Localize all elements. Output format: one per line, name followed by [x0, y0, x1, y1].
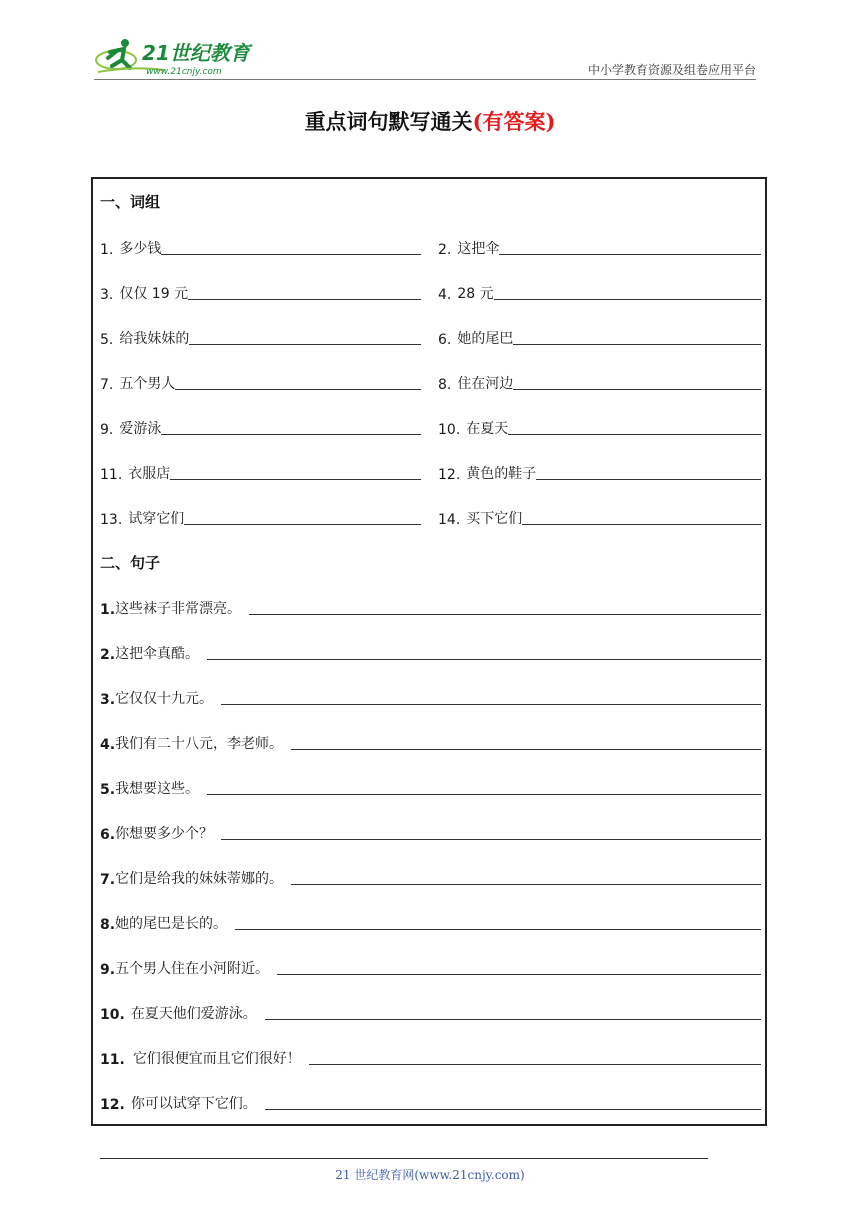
- answer-line[interactable]: [536, 479, 761, 480]
- phrase-text: 28 元: [457, 286, 494, 302]
- header-divider: [94, 79, 756, 80]
- sentence-row: [100, 686, 761, 708]
- sentence-row: [100, 1091, 761, 1113]
- answer-line[interactable]: [499, 254, 761, 255]
- phrase-text: 仅仅 19 元: [119, 286, 189, 302]
- footer-link[interactable]: 21 世纪教育网(www.21cnjy.com): [335, 1168, 525, 1182]
- answer-line[interactable]: [508, 434, 761, 435]
- phrase-row: [438, 281, 761, 303]
- answer-line[interactable]: [277, 974, 761, 975]
- title-main: 重点词句默写通关: [304, 109, 473, 134]
- item-number: 8.: [100, 917, 116, 933]
- item-number: 2.: [438, 242, 452, 258]
- item-number: 6.: [438, 332, 452, 348]
- item-number: 11.: [100, 467, 123, 483]
- phrase-text: 在夏天: [466, 421, 509, 437]
- sentence-text: 你想要多少个？: [115, 826, 214, 842]
- item-number: 1.: [100, 242, 114, 258]
- phrase-row: [100, 326, 421, 348]
- phrase-row: [100, 506, 421, 528]
- item-number: 1.: [100, 602, 116, 618]
- phrase-row: [438, 371, 761, 393]
- item-number: 13.: [100, 512, 123, 528]
- sentence-text: 她的尾巴是长的。: [115, 916, 228, 932]
- phrase-row: [100, 461, 421, 483]
- sentence-text: 在夏天他们爱游泳。: [130, 1006, 257, 1022]
- sentence-row: [100, 1001, 761, 1023]
- answer-line[interactable]: [175, 389, 421, 390]
- sentence-row: [100, 731, 761, 753]
- sentence-text: 这把伞真酷。: [115, 646, 200, 662]
- sentence-row: [100, 641, 761, 663]
- answer-line[interactable]: [265, 1109, 761, 1110]
- answer-line[interactable]: [188, 299, 421, 300]
- answer-line[interactable]: [291, 749, 761, 750]
- item-number: 12.: [100, 1097, 125, 1113]
- runner-logo-icon: [94, 36, 264, 78]
- answer-line[interactable]: [235, 929, 761, 930]
- item-number: 9.: [100, 422, 114, 438]
- platform-name: 中小学教育资源及组卷应用平台: [587, 63, 756, 77]
- phrase-row: [100, 371, 421, 393]
- title-answer-tag: (有答案): [472, 109, 556, 134]
- phrase-text: 这把伞: [457, 241, 500, 257]
- sentence-row: [100, 911, 761, 933]
- item-number: 3.: [100, 287, 114, 303]
- sentence-text: 你可以试穿下它们。: [130, 1096, 257, 1112]
- sentence-row: [100, 776, 761, 798]
- phrase-row: [438, 236, 761, 258]
- phrase-text: 买下它们: [466, 511, 523, 527]
- answer-line[interactable]: [184, 524, 421, 525]
- sentence-text: 我想要这些。: [115, 781, 200, 797]
- phrase-text: 她的尾巴: [457, 331, 514, 347]
- sentence-text: 它仅仅十九元。: [115, 691, 214, 707]
- answer-line[interactable]: [221, 704, 761, 705]
- logo-text: 21世纪教育: [142, 41, 250, 65]
- item-number: 5.: [100, 332, 114, 348]
- phrase-row: [438, 416, 761, 438]
- answer-line[interactable]: [249, 614, 761, 615]
- phrase-text: 衣服店: [128, 466, 171, 482]
- phrase-row: [438, 506, 761, 528]
- phrase-text: 试穿它们: [128, 511, 185, 527]
- answer-line[interactable]: [207, 794, 761, 795]
- sentence-text: 五个男人住在小河附近。: [115, 961, 270, 977]
- item-number: 9.: [100, 962, 116, 978]
- phrase-row: [438, 326, 761, 348]
- phrase-text: 多少钱: [119, 241, 162, 257]
- answer-line[interactable]: [189, 344, 421, 345]
- item-number: 12.: [438, 467, 461, 483]
- item-number: 6.: [100, 827, 116, 843]
- item-number: 7.: [100, 872, 116, 888]
- sentence-row: [100, 1046, 761, 1068]
- site-logo: [94, 36, 264, 78]
- answer-line[interactable]: [161, 434, 421, 435]
- item-number: 10.: [100, 1007, 125, 1023]
- item-number: 4.: [100, 737, 116, 753]
- item-number: 8.: [438, 377, 452, 393]
- answer-line[interactable]: [309, 1064, 761, 1065]
- sentence-text: 我们有二十八元，李老师。: [115, 736, 284, 752]
- sentence-row: [100, 821, 761, 843]
- answer-line[interactable]: [170, 479, 421, 480]
- sentence-row: [100, 866, 761, 888]
- item-number: 11.: [100, 1052, 125, 1068]
- phrase-row: [438, 461, 761, 483]
- sentence-row: [100, 956, 761, 978]
- item-number: 2.: [100, 647, 116, 663]
- item-number: 14.: [438, 512, 461, 528]
- footer-divider: [100, 1158, 708, 1159]
- answer-line[interactable]: [221, 839, 761, 840]
- item-number: 4.: [438, 287, 452, 303]
- answer-line[interactable]: [207, 659, 761, 660]
- phrase-row: [100, 281, 421, 303]
- sentence-row: [100, 596, 761, 618]
- phrase-row: [100, 236, 421, 258]
- sentence-text: 它们是给我的妹妹蒂娜的。: [115, 871, 284, 887]
- answer-line[interactable]: [522, 524, 761, 525]
- section-heading-sentences: 二、句子: [100, 554, 161, 572]
- item-number: 5.: [100, 782, 116, 798]
- section-heading-phrases: 一、词组: [100, 193, 161, 211]
- answer-line[interactable]: [291, 884, 761, 885]
- phrase-text: 黄色的鞋子: [466, 466, 537, 482]
- phrase-text: 爱游泳: [119, 421, 162, 437]
- item-number: 3.: [100, 692, 116, 708]
- item-number: 7.: [100, 377, 114, 393]
- phrase-text: 给我妹妹的: [119, 331, 190, 347]
- item-number: 10.: [438, 422, 461, 438]
- sentence-text: 这些袜子非常漂亮。: [115, 601, 242, 617]
- logo-url: www.21cnjy.com: [146, 67, 222, 77]
- phrase-row: [100, 416, 421, 438]
- phrase-text: 五个男人: [119, 376, 176, 392]
- phrase-text: 住在河边: [457, 376, 514, 392]
- answer-line[interactable]: [494, 299, 761, 300]
- answer-line[interactable]: [513, 389, 761, 390]
- answer-line[interactable]: [513, 344, 761, 345]
- sentence-text: 它们很便宜而且它们很好！: [132, 1051, 301, 1067]
- answer-line[interactable]: [265, 1019, 761, 1020]
- page-title: [0, 106, 860, 136]
- answer-line[interactable]: [161, 254, 421, 255]
